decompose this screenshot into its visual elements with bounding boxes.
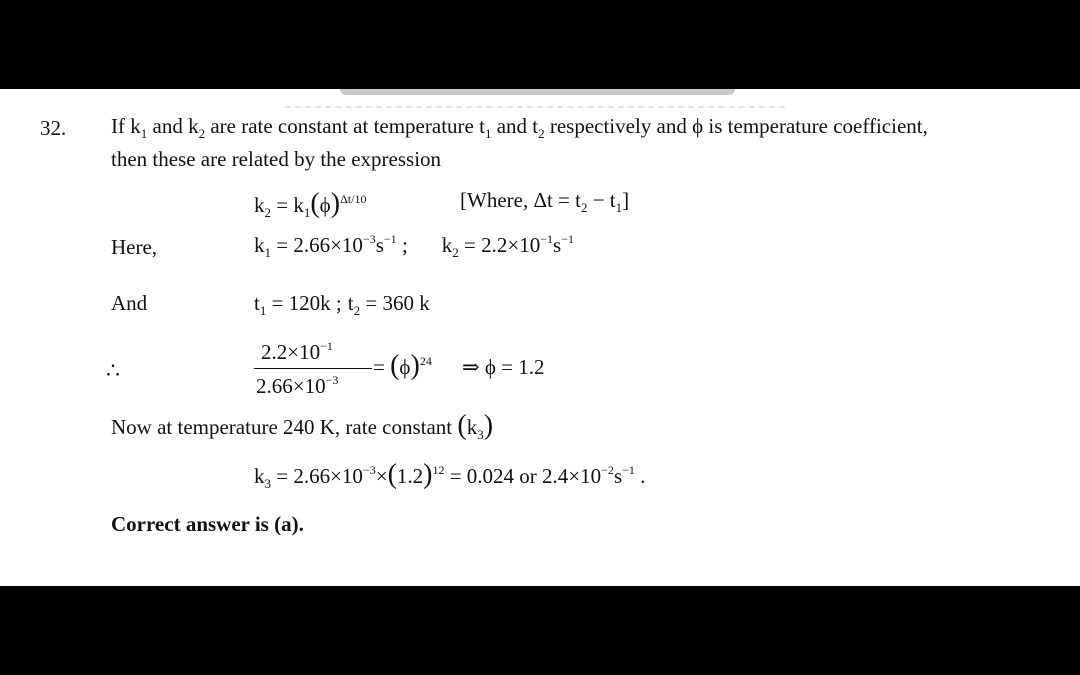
document-page	[0, 89, 1080, 586]
temperature-values: $t_1 = 120k$ ; $t_2 = 360$ k	[254, 291, 430, 318]
where-clause: [Where, $\Delta t = t_2 - t_1$]	[460, 188, 630, 215]
phi-result: ⇒ ϕ = 1.2	[462, 355, 545, 379]
now-statement: Now at temperature 240 K, rate constant $(k_3)$	[111, 410, 494, 442]
faded-watermark-line	[285, 106, 785, 108]
correct-answer: Correct answer is (a).	[111, 512, 304, 536]
scroll-indicator[interactable]	[340, 89, 735, 95]
fraction-denominator: $2.66\times 10^{-3}$	[256, 373, 339, 398]
therefore-symbol: ∴	[106, 358, 120, 383]
rate-constants-values: $k_1 = 2.66\times 10^{-3}s^{-1}$ ; $k_2 = 2.2\times 10^{-1}s^{-1}$	[254, 232, 574, 260]
phi-power: = $(\phi)^{24}$	[373, 350, 432, 381]
question-text-line-1: If $k_1$ and $k_2$ are rate constant at temperature $t_1$ and $t_2$ respectively and ϕ is temperature coefficient,	[111, 114, 928, 141]
k3-calculation: $k_3 = 2.66\times 10^{-3}\times(1.2)^{12} = 0.024$ or $2.4\times 10^{-2}s^{-1}$ .	[254, 459, 646, 491]
here-label: Here,	[111, 235, 158, 259]
question-text-line-2: then these are related by the expression	[111, 147, 442, 171]
and-label: And	[111, 291, 148, 315]
question-number: 32.	[40, 116, 67, 140]
fraction-bar	[254, 368, 372, 369]
fraction-numerator: $2.2\times 10^{-1}$	[261, 339, 333, 364]
relation-formula: $k_2 = k_1(\phi)^{\Delta t/10}$	[254, 188, 367, 220]
